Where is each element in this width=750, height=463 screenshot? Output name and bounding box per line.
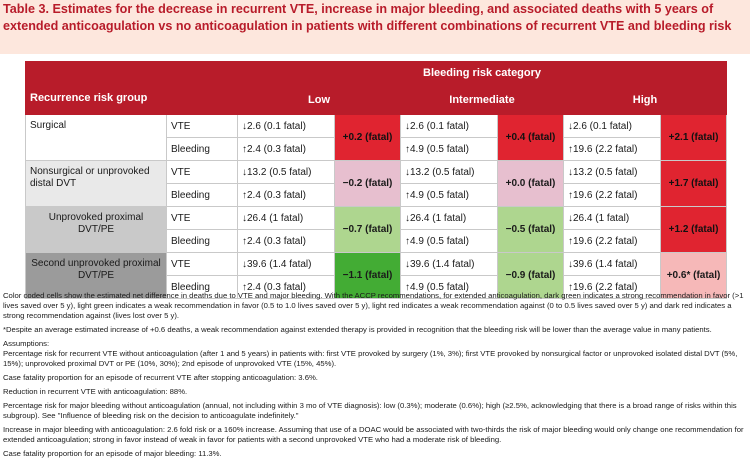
net-estimate-cell: +0.2 (fatal) xyxy=(335,115,401,161)
header-row-category xyxy=(26,62,727,85)
assumption-vte-reduction: Reduction in recurrent VTE with anticoagulation: 88%. xyxy=(3,387,188,396)
row-label-vte: VTE xyxy=(167,253,238,276)
net-estimate-cell: +0.0 (fatal) xyxy=(498,161,564,207)
row-label-bleeding: Bleeding xyxy=(167,230,238,253)
group-label-second-unprovoked: Second unprovoked proximal DVT/PE xyxy=(26,253,167,299)
vte-value: ↓13.2 (0.5 fatal) xyxy=(401,161,498,184)
bleeding-value: ↑4.9 (0.5 fatal) xyxy=(401,184,498,207)
bleeding-value: ↑2.4 (0.3 fatal) xyxy=(238,276,335,299)
vte-value: ↓2.6 (0.1 fatal) xyxy=(238,115,335,138)
asterisk-note: *Despite an average estimated increase of +0.6 deaths, a weak recommendation against extended therapy is provided in recognition that the bleeding risk will be lower than the average value in many patients. xyxy=(3,325,712,334)
bleeding-value: ↑19.6 (2.2 fatal) xyxy=(564,138,661,161)
row-label-vte: VTE xyxy=(167,115,238,138)
bleeding-value: ↑2.4 (0.3 fatal) xyxy=(238,138,335,161)
net-estimate-cell: +0.6* (fatal) xyxy=(661,253,727,299)
color-legend-note: Color coded cells show the estimated net difference in deaths due to VTE and major bleeding. With the ACCP recommendations, for extended anticoagulation, dark green indicates a strong recommendation in favor (>1 lives saved over 5 y), light green indicates a weak recommendation in favor (0.5 to 1.0 lives saved over 5 y), light red indicates a weak recommendation against (0 to 0.5 lives saved over 5 y) and dark red indicates a strong recommendation against (lives lost over 5 y). xyxy=(3,291,744,320)
vte-value: ↓2.6 (0.1 fatal) xyxy=(401,115,498,138)
vte-value: ↓2.6 (0.1 fatal) xyxy=(564,115,661,138)
row-label-bleeding: Bleeding xyxy=(167,276,238,299)
vte-value: ↓13.2 (0.5 fatal) xyxy=(238,161,335,184)
net-estimate-cell: −0.2 (fatal) xyxy=(335,161,401,207)
table-row xyxy=(26,115,727,138)
recurrence-risk-group-header: Recurrence risk group xyxy=(26,85,238,115)
bleeding-value: ↑4.9 (0.5 fatal) xyxy=(401,276,498,299)
level-header-intermediate: Intermediate xyxy=(401,85,564,115)
level-header-low: Low xyxy=(238,85,401,115)
row-label-vte: VTE xyxy=(167,207,238,230)
assumption-bleeding-fatality: Case fatality proportion for an episode of major bleeding: 11.3%. xyxy=(3,449,222,458)
assumption-bleeding-increase: Increase in major bleeding with anticoagulation: 2.6 fold risk or a 160% increase. Assuming that use of a DOAC would be associated with two-thirds the risk of major bleeding would only change one recommendation for extended anticoagulation; strong in favor instead of weak in favor for patients with a second unprovoked VTE who had a moderate risk of bleeding. xyxy=(3,425,744,444)
assumption-bleeding-risk: Percentage risk for major bleeding without anticoagulation (annual, not including within 3 mo of VTE diagnosis): low (0.3%); moderate (0.6%); high (≥2.5%, acknowledging that there is a broad range of risks within this subgroup). See "Influence of bleeding risk on the decision to anticoagulate indefinitely." xyxy=(3,401,737,420)
group-label-nonsurgical: Nonsurgical or unprovoked distal DVT xyxy=(26,161,167,207)
net-estimate-cell: +2.1 (fatal) xyxy=(661,115,727,161)
net-estimate-cell: −0.7 (fatal) xyxy=(335,207,401,253)
header-row-levels xyxy=(26,85,727,115)
table-title: Table 3. Estimates for the decrease in recurrent VTE, increase in major bleeding, and associated deaths with 5 years of extended anticoagulation vs no anticoagulation in patients with different combinations of recurrent VTE and bleeding risk xyxy=(3,2,732,33)
bleeding-value: ↑2.4 (0.3 fatal) xyxy=(238,230,335,253)
table-footnotes xyxy=(3,291,747,463)
bleeding-value: ↑4.9 (0.5 fatal) xyxy=(401,230,498,253)
row-label-bleeding: Bleeding xyxy=(167,138,238,161)
vte-value: ↓26.4 (1 fatal) xyxy=(401,207,498,230)
net-estimate-cell: −0.9 (fatal) xyxy=(498,253,564,299)
estimates-table xyxy=(25,61,727,299)
group-label-unprovoked-proximal: Unprovoked proximal DVT/PE xyxy=(26,207,167,253)
net-estimate-cell: −0.5 (fatal) xyxy=(498,207,564,253)
level-header-high: High xyxy=(564,85,727,115)
bleeding-value: ↑4.9 (0.5 fatal) xyxy=(401,138,498,161)
vte-value: ↓26.4 (1 fatal) xyxy=(238,207,335,230)
table-row xyxy=(26,253,727,276)
assumptions-heading: Assumptions: xyxy=(3,339,50,348)
bleeding-value: ↑19.6 (2.2 fatal) xyxy=(564,184,661,207)
bleeding-value: ↑2.4 (0.3 fatal) xyxy=(238,184,335,207)
net-estimate-cell: +0.4 (fatal) xyxy=(498,115,564,161)
net-estimate-cell: −1.1 (fatal) xyxy=(335,253,401,299)
net-estimate-cell: +1.7 (fatal) xyxy=(661,161,727,207)
table-row xyxy=(26,207,727,230)
table-row xyxy=(26,161,727,184)
vte-value: ↓39.6 (1.4 fatal) xyxy=(401,253,498,276)
bleeding-value: ↑19.6 (2.2 fatal) xyxy=(564,276,661,299)
header-blank xyxy=(26,62,238,85)
vte-value: ↓39.6 (1.4 fatal) xyxy=(238,253,335,276)
assumption-vte-fatality: Case fatality proportion for an episode of recurrent VTE after stopping anticoagulation: 3.6%. xyxy=(3,373,318,382)
row-label-bleeding: Bleeding xyxy=(167,184,238,207)
row-label-vte: VTE xyxy=(167,161,238,184)
assumption-recurrence-risk: Percentage risk for recurrent VTE without anticoagulation (after 1 and 5 years) in patients with: first VTE provoked by surgery (1%, 3%); first VTE provoked by nonsurgical factor or unprovoked isolated distal DVT (5%, 15%); unprovoked proximal DVT or PE (10%, 30%); 2nd episode of unprovoked VTE (15%, 45%). xyxy=(3,349,738,368)
net-estimate-cell: +1.2 (fatal) xyxy=(661,207,727,253)
group-label-surgical: Surgical xyxy=(26,115,167,161)
bleeding-risk-category-header: Bleeding risk category xyxy=(238,62,727,85)
vte-value: ↓13.2 (0.5 fatal) xyxy=(564,161,661,184)
vte-value: ↓26.4 (1 fatal) xyxy=(564,207,661,230)
bleeding-value: ↑19.6 (2.2 fatal) xyxy=(564,230,661,253)
vte-value: ↓39.6 (1.4 fatal) xyxy=(564,253,661,276)
